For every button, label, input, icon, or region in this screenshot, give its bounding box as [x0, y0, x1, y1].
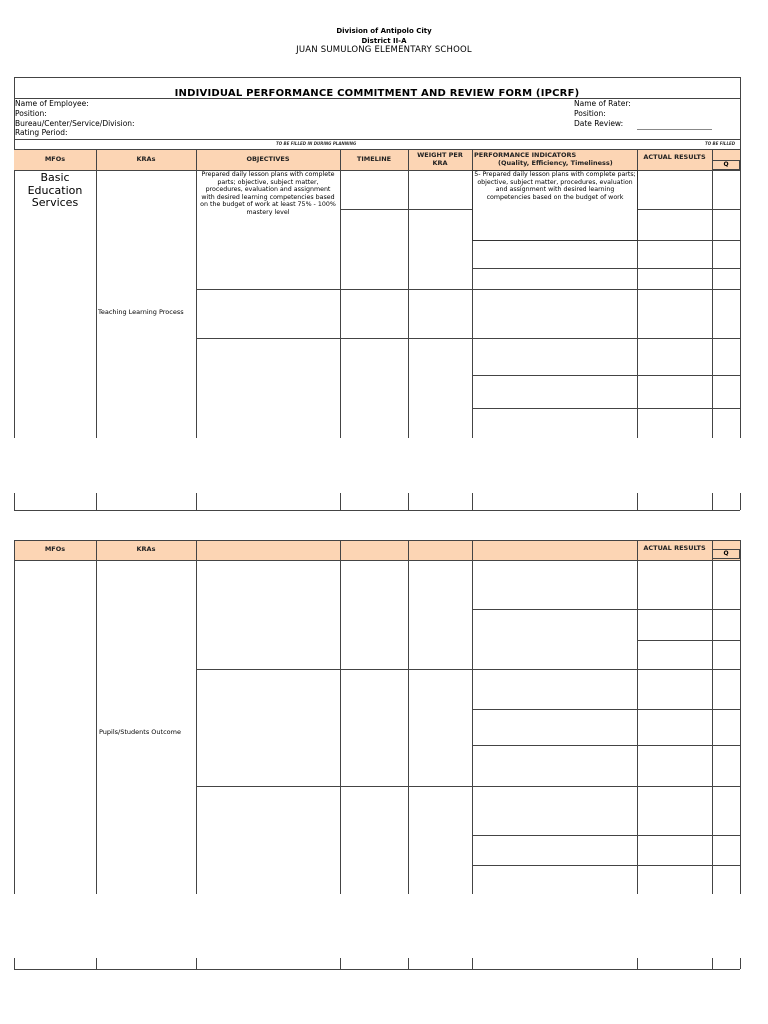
indicators-header	[472, 149, 637, 170]
timeline-header: TIMELINE	[356, 154, 392, 163]
actual-results-header-2: ACTUAL RESULTS	[643, 544, 706, 553]
school-name: JUAN SUMULONG ELEMENTARY SCHOOL	[296, 45, 472, 55]
division-name: Division of Antipolo City	[336, 27, 432, 35]
date-review-label: Date Review:	[574, 119, 624, 128]
q-header-2: Q	[712, 549, 740, 559]
planning-note: TO BE FILLED IN DURING PLANNING	[276, 141, 357, 146]
kra-pupils-outcome: Pupils/Students Outcome	[99, 728, 181, 736]
indicators-header-title: PERFORMANCE INDICATORS	[474, 151, 577, 159]
rating-period-label: Rating Period:	[15, 128, 68, 137]
kra-teaching-learning: Teaching Learning Process	[98, 308, 184, 316]
position-label: Position:	[15, 109, 47, 118]
district-name: District II-A	[361, 37, 407, 45]
actual-results-header: ACTUAL RESULTS	[643, 153, 706, 162]
form-title: INDIVIDUAL PERFORMANCE COMMITMENT AND REVIEW FORM (IPCRF)	[174, 88, 580, 99]
mfo-basic-education: Basic Education Services	[27, 171, 83, 209]
kras-header: KRAs	[136, 154, 156, 163]
rater-position-label: Position:	[574, 109, 606, 118]
indicator-rating-5: 5- Prepared daily lesson plans with complete parts; objective, subject matter, procedures, evaluation and assignment with desired learning competencies based on the budget of work	[474, 171, 636, 201]
objective-lesson-plans: Prepared daily lesson plans with complete parts; objective, subject matter, procedures, evaluation and assignment with desired learning competencies based on the budget of work at least 75% - 100% mastery level	[200, 171, 336, 216]
indicators-header-subtitle: (Quality, Efficiency, Timeliness)	[498, 158, 613, 167]
weight-header: WEIGHT PER KRA	[417, 151, 463, 167]
rater-name-label: Name of Rater:	[574, 99, 631, 108]
kras-header-2: KRAs	[136, 545, 156, 554]
q-header: Q	[712, 160, 740, 170]
bureau-label: Bureau/Center/Service/Division:	[15, 119, 135, 128]
objectives-header: OBJECTIVES	[246, 154, 290, 163]
mfos-header: MFOs	[44, 154, 66, 163]
date-review-field[interactable]	[637, 129, 712, 130]
employee-name-label: Name of Employee:	[15, 99, 89, 108]
mfos-header-2: MFOs	[44, 545, 66, 554]
rating-note: TO BE FILLED	[705, 141, 736, 146]
